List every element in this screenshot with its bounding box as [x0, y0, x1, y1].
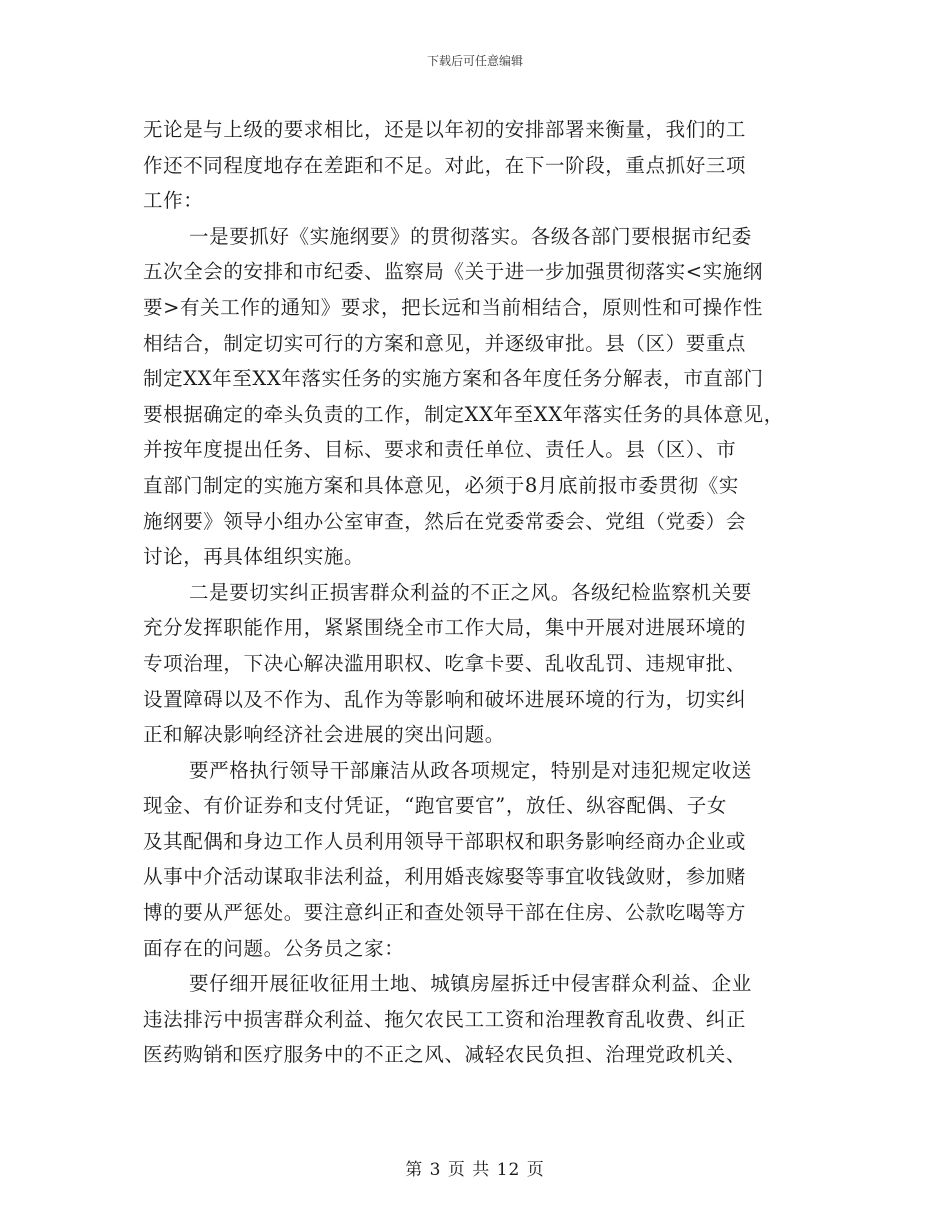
text-line: 医药购销和医疗服务中的不正之风、减轻农民负担、治理党政机关、 — [143, 1043, 747, 1067]
text-line: 要>有关工作的通知》要求，把长远和当前相结合，原则性和可操作性 — [143, 295, 763, 319]
text-line: 直部门制定的实施方案和具体意见，必须于8月底前报市委贯彻《实 — [143, 473, 739, 497]
paragraph-first-line: 要严格执行领导干部廉洁从政各项规定，特别是对违犯规定收送 — [189, 758, 752, 782]
text-line: 作还不同程度地存在差距和不足。对此，在下一阶段，重点抓好三项 — [143, 153, 747, 177]
paragraph-first-line: 要仔细开展征收征用土地、城镇房屋拆迁中侵害群众利益、企业 — [189, 972, 752, 996]
text-line: 正和解决影响经济社会进展的突出问题。 — [143, 723, 505, 747]
text-line: 讨论，再具体组织实施。 — [143, 545, 365, 569]
text-line: 要根据确定的牵头负责的工作，制定XX年至XX年落实任务的具体意见， — [143, 402, 784, 426]
text-line: 五次全会的安排和市纪委、监察局《关于进一步加强贯彻落实<实施纲 — [143, 260, 763, 284]
page-header: 下载后可任意编辑 — [426, 54, 523, 68]
text-line: 及其配偶和身边工作人员利用领导干部职权和职务影响经商办企业或 — [143, 829, 747, 853]
text-line: 无论是与上级的要求相比，还是以年初的安排部署来衡量，我们的工 — [143, 118, 747, 141]
text-line: 相结合，制定切实可行的方案和意见，并逐级审批。县（区）要重点 — [143, 331, 747, 355]
page-number-footer: 第 3 页 共 12 页 — [405, 1160, 545, 1180]
paragraph-first-line: 一是要抓好《实施纲要》的贯彻落实。各级各部门要根据市纪委 — [189, 224, 752, 248]
text-line: 施纲要》领导小组办公室审查，然后在党委常委会、党组（党委）会 — [143, 509, 747, 533]
paragraph-first-line: 二是要切实纠正损害群众利益的不正之风。各级纪检监察机关要 — [189, 580, 752, 604]
text-line: 面存在的问题。公务员之家： — [143, 936, 405, 960]
text-line: 制定XX年至XX年落实任务的实施方案和各年度任务分解表，市直部门 — [143, 367, 764, 391]
text-line: 现金、有价证券和支付凭证，“跑官要官”，放任、纵容配偶、子女 — [143, 794, 727, 818]
text-line: 从事中介活动谋取非法利益，利用婚丧嫁娶等事宜收钱敛财，参加赌 — [143, 865, 747, 889]
text-line: 充分发挥职能作用，紧紧围绕全市工作大局，集中开展对进展环境的 — [143, 616, 747, 640]
text-line: 并按年度提出任务、目标、要求和责任单位、责任人。县（区）、市 — [143, 438, 737, 462]
text-line: 工作： — [143, 189, 204, 213]
text-line: 博的要从严惩处。要注意纠正和查处领导干部在住房、公款吃喝等方 — [143, 901, 747, 925]
document-body — [143, 112, 833, 1073]
text-line: 专项治理，下决心解决滥用职权、吃拿卡要、乱收乱罚、违规审批、 — [143, 651, 747, 675]
text-line: 违法排污中损害群众利益、拖欠农民工工资和治理教育乱收费、纠正 — [143, 1007, 747, 1031]
text-line: 设置障碍以及不作为、乱作为等影响和破坏进展环境的行为，切实纠 — [143, 687, 747, 711]
